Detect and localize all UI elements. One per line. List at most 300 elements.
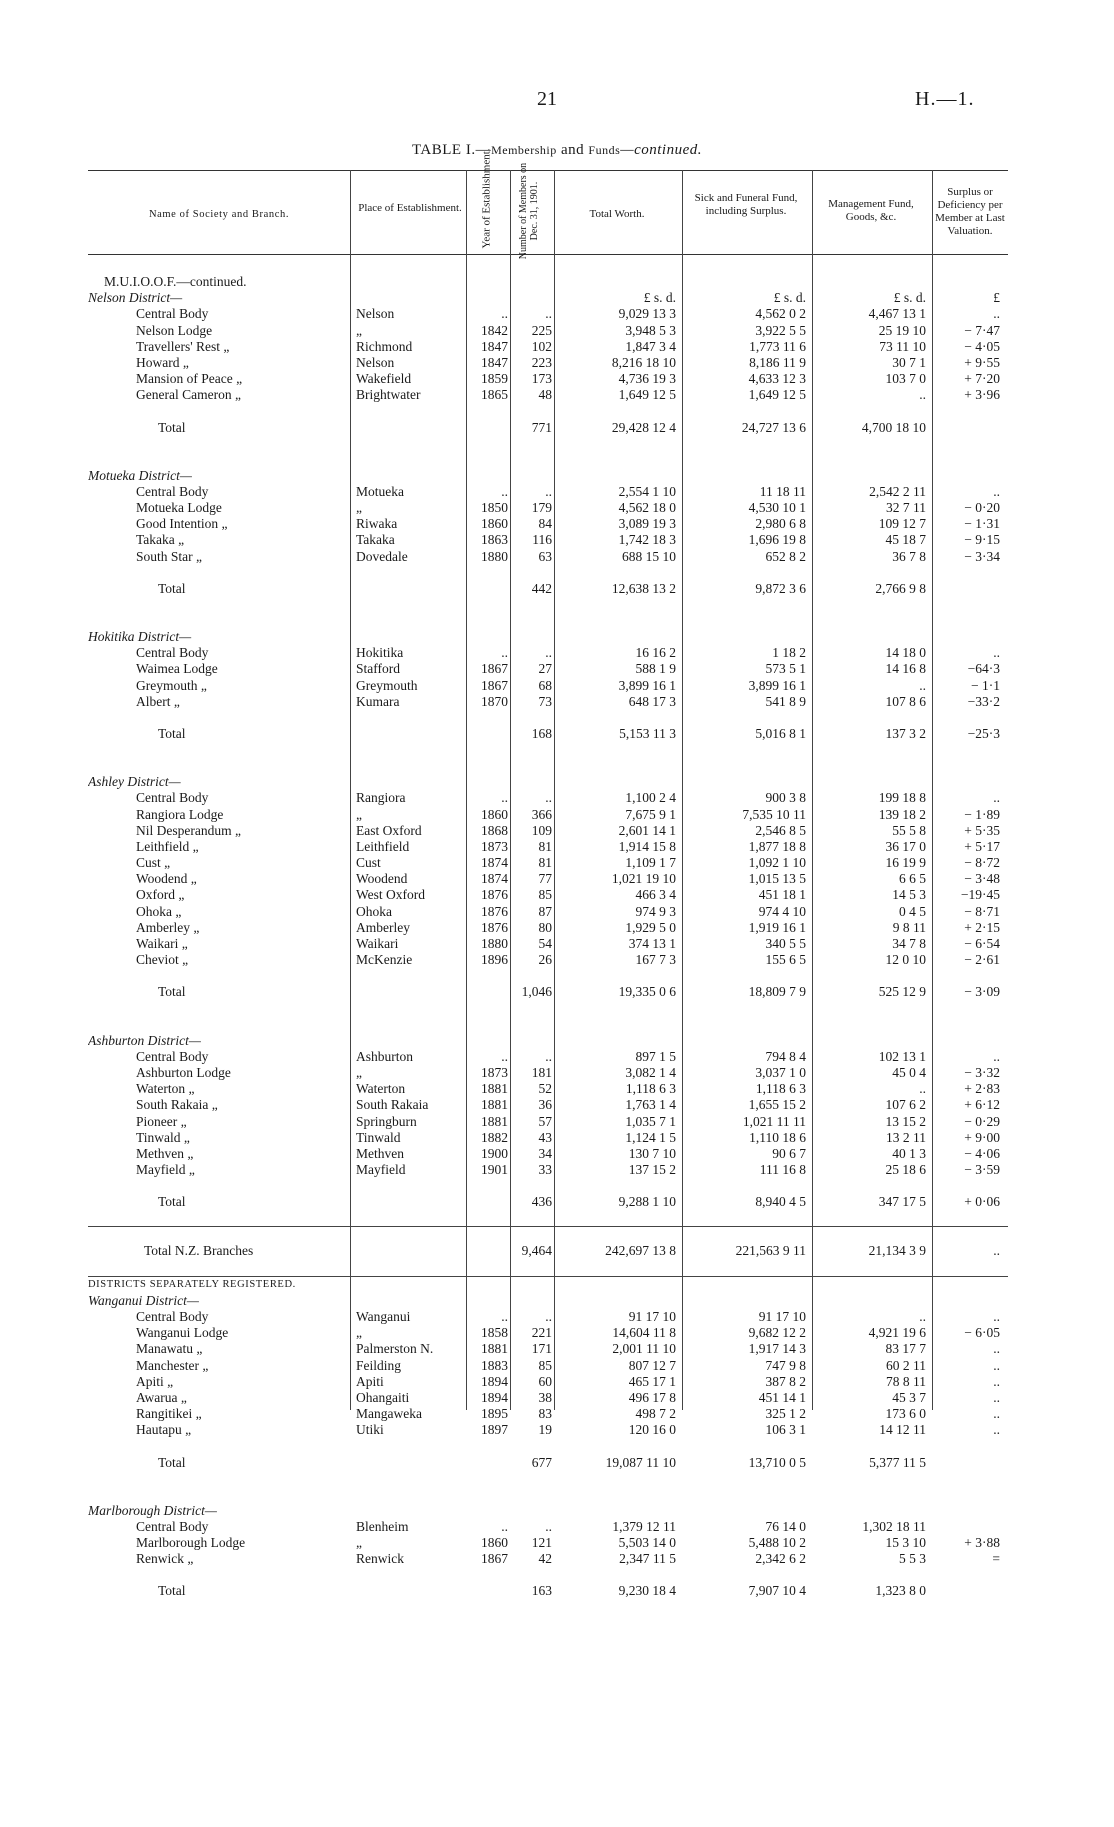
surplus-cell: − 1·31 xyxy=(964,516,1000,532)
place-cell: Methven xyxy=(356,1145,404,1161)
grand-total-row xyxy=(88,1243,1008,1259)
table-row xyxy=(88,1097,1008,1113)
members-cell: 80 xyxy=(538,919,552,935)
sick-fund-cell: 974 4 10 xyxy=(758,903,806,919)
surplus-cell: + 2·15 xyxy=(964,919,1000,935)
management-fund-cell: .. xyxy=(919,677,926,693)
management-fund-cell: 36 17 0 xyxy=(885,838,926,854)
branch-name: Tinwald „ xyxy=(136,1129,190,1145)
year-cell: .. xyxy=(501,790,508,806)
district-name: Ashley District— xyxy=(88,774,181,790)
surplus-cell: .. xyxy=(993,645,1000,661)
place-cell: Cust xyxy=(356,855,381,871)
total-worth-cell: 807 12 7 xyxy=(628,1357,676,1373)
table-row xyxy=(88,904,1008,920)
sick-fund-cell: 2,342 6 2 xyxy=(755,1551,806,1567)
district-name: Ashburton District— xyxy=(88,1032,201,1048)
place-cell: Ohangaiti xyxy=(356,1389,410,1405)
total-worth-cell: 498 7 2 xyxy=(635,1406,676,1422)
place-cell: Kumara xyxy=(356,693,400,709)
total-worth-cell: 5,503 14 0 xyxy=(618,1535,676,1551)
year-cell: 1858 xyxy=(481,1325,508,1341)
year-cell: 1894 xyxy=(481,1389,508,1405)
surplus-cell: − 8·72 xyxy=(964,855,1000,871)
management-fund-cell: 30 7 1 xyxy=(892,354,926,370)
sick-fund-cell: 1,021 11 11 xyxy=(742,1113,806,1129)
grand-total-label: Total N.Z. Branches xyxy=(144,1243,254,1259)
branch-name: Woodend „ xyxy=(136,871,197,887)
column-divider xyxy=(510,170,511,1410)
members-cell: 436 xyxy=(531,1194,552,1210)
table-title-membership: Membership xyxy=(491,143,557,157)
place-cell: Palmerston N. xyxy=(356,1341,434,1357)
branch-name: Waterton „ xyxy=(136,1081,195,1097)
branch-name: Cheviot „ xyxy=(136,952,189,968)
members-cell: 77 xyxy=(538,871,552,887)
total-worth-cell: 8,216 18 10 xyxy=(611,354,676,370)
total-worth-cell: 120 16 0 xyxy=(628,1422,676,1438)
management-fund-cell: 4,467 13 1 xyxy=(868,306,926,322)
year-cell: 1867 xyxy=(481,677,508,693)
place-cell: Nelson xyxy=(356,306,395,322)
surplus-cell: + 5·35 xyxy=(964,822,1000,838)
total-worth-cell: 12,638 13 2 xyxy=(611,580,676,596)
management-fund-cell: 60 2 11 xyxy=(886,1357,926,1373)
column-divider xyxy=(682,170,683,1410)
sick-fund-cell: 221,563 9 11 xyxy=(735,1243,806,1259)
branch-name: Central Body xyxy=(136,645,209,661)
surplus-cell: + 6·12 xyxy=(964,1097,1000,1113)
surplus-cell: .. xyxy=(993,1373,1000,1389)
column-divider xyxy=(466,170,467,1410)
table-row xyxy=(88,371,1008,387)
management-fund-cell: 5,377 11 5 xyxy=(869,1454,926,1470)
place-cell: Stafford xyxy=(356,661,400,677)
total-worth-cell: 465 17 1 xyxy=(628,1373,676,1389)
management-fund-cell: 137 3 2 xyxy=(885,725,926,741)
branch-name: Nil Desperandum „ xyxy=(136,822,241,838)
management-fund-cell: .. xyxy=(919,1081,926,1097)
branch-name: Manchester „ xyxy=(136,1357,209,1373)
management-fund-cell: 55 5 8 xyxy=(892,822,926,838)
year-cell: 1873 xyxy=(481,1064,508,1080)
table-title-main: TABLE I.— xyxy=(411,142,492,158)
branch-name: Amberley „ xyxy=(136,919,200,935)
year-cell: 1881 xyxy=(481,1341,508,1357)
place-cell: „ xyxy=(356,500,362,516)
year-cell: 1897 xyxy=(481,1422,508,1438)
total-worth-cell: 1,021 19 10 xyxy=(611,871,676,887)
sick-fund-cell: 24,727 13 6 xyxy=(741,419,806,435)
year-cell: 1894 xyxy=(481,1373,508,1389)
members-cell: 173 xyxy=(531,371,552,387)
sick-fund-cell: 4,633 12 3 xyxy=(748,371,806,387)
total-worth-cell: 2,001 11 10 xyxy=(612,1341,676,1357)
year-cell: 1850 xyxy=(481,500,508,516)
total-worth-cell: 1,035 7 1 xyxy=(625,1113,676,1129)
total-worth-cell: 2,347 11 5 xyxy=(619,1551,676,1567)
surplus-cell: + 9·00 xyxy=(964,1129,1000,1145)
surplus-cell: + 3·96 xyxy=(964,387,1000,403)
year-cell: .. xyxy=(501,483,508,499)
management-fund-cell: 102 13 1 xyxy=(878,1048,926,1064)
members-cell: 36 xyxy=(538,1097,552,1113)
management-fund-cell: 2,766 9 8 xyxy=(875,580,926,596)
members-cell: 9,464 xyxy=(521,1243,552,1259)
sick-fund-cell: 76 14 0 xyxy=(765,1518,806,1534)
surplus-cell: .. xyxy=(993,790,1000,806)
unit-label: £ s. d. xyxy=(893,290,926,306)
branch-name: Nelson Lodge xyxy=(136,322,213,338)
table-row xyxy=(88,1309,1008,1325)
place-cell: Ohoka xyxy=(356,903,392,919)
surplus-cell: .. xyxy=(993,1048,1000,1064)
year-cell: 1874 xyxy=(481,871,508,887)
surplus-cell: − 9·15 xyxy=(964,532,1000,548)
total-worth-cell: 3,089 19 3 xyxy=(618,516,676,532)
header-surplus-deficiency: Surplus or Deficiency per Member at Last Valuation. xyxy=(935,186,1005,237)
total-worth-cell: 1,914 15 8 xyxy=(618,838,676,854)
year-cell: 1867 xyxy=(481,1551,508,1567)
year-cell: 1870 xyxy=(481,693,508,709)
year-cell: 1860 xyxy=(481,1535,508,1551)
branch-name: Takaka „ xyxy=(136,532,185,548)
sick-fund-cell: 1,092 1 10 xyxy=(748,855,806,871)
members-cell: 85 xyxy=(538,887,552,903)
branch-name: Greymouth „ xyxy=(136,677,207,693)
place-cell: Tinwald xyxy=(356,1129,401,1145)
management-fund-cell: 4,700 18 10 xyxy=(861,419,926,435)
document-code: H.—1. xyxy=(915,88,975,110)
management-fund-cell: 45 18 7 xyxy=(885,532,926,548)
year-cell: 1900 xyxy=(481,1145,508,1161)
table-row xyxy=(88,936,1008,952)
row-gap xyxy=(88,1227,1008,1243)
members-cell: 26 xyxy=(538,952,552,968)
branch-name: Apiti „ xyxy=(136,1373,174,1389)
branch-name: General Cameron „ xyxy=(136,387,241,403)
place-cell: Renwick xyxy=(356,1551,404,1567)
place-cell: Motueka xyxy=(356,483,404,499)
total-worth-cell: 2,554 1 10 xyxy=(618,483,676,499)
table-row xyxy=(88,1406,1008,1422)
table-row xyxy=(88,532,1008,548)
row-gap xyxy=(88,742,1008,774)
header-bottom-rule xyxy=(88,254,1008,255)
management-fund-cell: 21,134 3 9 xyxy=(868,1243,926,1259)
total-label: Total xyxy=(158,725,186,741)
total-worth-cell: 466 3 4 xyxy=(635,887,676,903)
table-row xyxy=(88,1325,1008,1341)
surplus-cell: + 0·06 xyxy=(964,1194,1000,1210)
management-fund-cell: 1,323 8 0 xyxy=(875,1583,926,1599)
management-fund-cell: 107 8 6 xyxy=(885,693,926,709)
sick-fund-cell: 5,016 8 1 xyxy=(755,725,806,741)
surplus-cell: − 0·29 xyxy=(964,1113,1000,1129)
year-cell: 1860 xyxy=(481,806,508,822)
management-fund-cell: 25 18 6 xyxy=(885,1162,926,1178)
management-fund-cell: 40 1 3 xyxy=(892,1145,926,1161)
members-cell: .. xyxy=(545,790,552,806)
total-worth-cell: 3,948 5 3 xyxy=(625,322,676,338)
district-heading xyxy=(88,1293,1008,1309)
total-worth-cell: 9,029 13 3 xyxy=(618,306,676,322)
table-row xyxy=(88,678,1008,694)
management-fund-cell: 25 19 10 xyxy=(878,322,926,338)
total-worth-cell: 1,379 12 11 xyxy=(612,1518,676,1534)
members-cell: 179 xyxy=(531,500,552,516)
year-cell: 1881 xyxy=(481,1097,508,1113)
members-cell: 83 xyxy=(538,1406,552,1422)
place-cell: West Oxford xyxy=(356,887,426,903)
sick-fund-cell: 1,015 13 5 xyxy=(748,871,806,887)
members-cell: 81 xyxy=(538,838,552,854)
year-cell: 1883 xyxy=(481,1357,508,1373)
members-cell: 171 xyxy=(531,1341,552,1357)
place-cell: Ashburton xyxy=(356,1048,413,1064)
sick-fund-cell: 1,655 15 2 xyxy=(748,1097,806,1113)
year-cell: 1847 xyxy=(481,338,508,354)
sick-fund-cell: 1,649 12 5 xyxy=(748,387,806,403)
place-cell: Apiti xyxy=(356,1373,384,1389)
total-worth-cell: 19,087 11 10 xyxy=(605,1454,676,1470)
sick-fund-cell: 652 8 2 xyxy=(765,548,806,564)
management-fund-cell: 109 12 7 xyxy=(878,516,926,532)
branch-name: Ashburton Lodge xyxy=(136,1064,231,1080)
table-row xyxy=(88,306,1008,322)
management-fund-cell: 45 0 4 xyxy=(892,1064,926,1080)
table-row xyxy=(88,1551,1008,1567)
sick-fund-cell: 900 3 8 xyxy=(765,790,806,806)
management-fund-cell: 525 12 9 xyxy=(878,984,926,1000)
sick-fund-cell: 4,530 10 1 xyxy=(748,500,806,516)
total-worth-cell: 4,562 18 0 xyxy=(618,500,676,516)
sick-fund-cell: 8,186 11 9 xyxy=(749,354,806,370)
place-cell: Waterton xyxy=(356,1081,406,1097)
management-fund-cell: 78 8 11 xyxy=(886,1373,926,1389)
members-cell: 54 xyxy=(538,936,552,951)
total-worth-cell: 137 15 2 xyxy=(628,1162,676,1178)
branch-name: Central Body xyxy=(136,790,209,806)
sick-fund-cell: 90 6 7 xyxy=(772,1145,806,1161)
branch-name: Ohoka „ xyxy=(136,903,182,919)
total-row xyxy=(88,1583,1008,1599)
year-cell: 1881 xyxy=(481,1081,508,1097)
table-row xyxy=(88,807,1008,823)
sick-fund-cell: 1,917 14 3 xyxy=(748,1341,806,1357)
management-fund-cell: 107 6 2 xyxy=(885,1097,926,1113)
place-cell: Mangaweka xyxy=(356,1406,422,1422)
year-cell: 1865 xyxy=(481,387,508,403)
total-row xyxy=(88,581,1008,597)
table-row xyxy=(88,1374,1008,1390)
sick-fund-cell: 2,546 8 5 xyxy=(755,822,806,838)
table-row xyxy=(88,645,1008,661)
management-fund-cell: 347 17 5 xyxy=(878,1194,926,1210)
management-fund-cell: 199 18 8 xyxy=(878,790,926,806)
total-worth-cell: 1,763 1 4 xyxy=(625,1097,676,1113)
members-cell: .. xyxy=(545,1309,552,1324)
district-name: Hokitika District— xyxy=(88,629,192,644)
branch-name: Mansion of Peace „ xyxy=(136,371,243,387)
management-fund-cell: 0 4 5 xyxy=(899,903,926,919)
unit-label: £ s. d. xyxy=(773,290,806,306)
surplus-cell: − 2·61 xyxy=(964,952,1000,968)
branch-name: Cust „ xyxy=(136,855,171,871)
table-row xyxy=(88,339,1008,355)
place-cell: McKenzie xyxy=(356,952,413,968)
members-cell: 225 xyxy=(531,322,552,338)
members-cell: .. xyxy=(545,306,552,322)
sick-fund-cell: 18,809 7 9 xyxy=(748,984,806,1000)
branch-name: Mayfield „ xyxy=(136,1162,195,1178)
row-gap xyxy=(88,436,1008,468)
branch-name: Central Body xyxy=(136,1048,209,1064)
total-worth-cell: 374 13 1 xyxy=(628,936,676,951)
total-label: Total xyxy=(158,1194,186,1210)
table-row xyxy=(88,952,1008,968)
members-cell: 163 xyxy=(531,1583,552,1599)
members-cell: 168 xyxy=(531,725,552,741)
place-cell: „ xyxy=(356,322,362,338)
management-fund-cell: 13 15 2 xyxy=(885,1113,926,1129)
members-cell: 1,046 xyxy=(521,984,552,1000)
management-fund-cell: 2,542 2 11 xyxy=(869,483,926,499)
sick-fund-cell: 1,919 16 1 xyxy=(748,919,806,935)
members-cell: .. xyxy=(545,1518,552,1534)
members-cell: 181 xyxy=(531,1064,552,1080)
surplus-cell: .. xyxy=(993,306,1000,322)
year-cell: 1895 xyxy=(481,1406,508,1422)
sick-fund-cell: 91 17 10 xyxy=(758,1309,806,1324)
branch-name: South Star „ xyxy=(136,548,202,564)
unit-label: £ xyxy=(993,290,1000,306)
district-name: Wanganui District— xyxy=(88,1292,199,1308)
branch-name: Leithfield „ xyxy=(136,838,199,854)
table-row xyxy=(88,549,1008,565)
management-fund-cell: 14 12 11 xyxy=(879,1422,926,1438)
sick-fund-cell: 5,488 10 2 xyxy=(748,1535,806,1551)
total-label: Total xyxy=(158,580,186,596)
branch-name: Awarua „ xyxy=(136,1389,187,1405)
table-title-funds: Funds xyxy=(588,143,621,157)
total-worth-cell: 688 15 10 xyxy=(622,548,676,564)
management-fund-cell: 14 5 3 xyxy=(892,887,926,903)
page-header xyxy=(0,88,1114,118)
district-heading xyxy=(88,1503,1008,1519)
table-row xyxy=(88,1162,1008,1178)
sick-fund-cell: 106 3 1 xyxy=(765,1422,806,1438)
sick-fund-cell: 1 18 2 xyxy=(772,645,806,661)
year-cell: 1896 xyxy=(481,952,508,968)
sick-fund-cell: 13,710 0 5 xyxy=(748,1454,806,1470)
members-cell: 109 xyxy=(531,822,552,838)
total-worth-cell: 1,929 5 0 xyxy=(625,919,676,935)
branch-name: South Rakaia „ xyxy=(136,1097,218,1113)
place-cell: Amberley xyxy=(356,919,410,935)
members-cell: 223 xyxy=(531,354,552,370)
place-cell: East Oxford xyxy=(356,822,422,838)
surplus-cell: .. xyxy=(993,1406,1000,1422)
society-name: M.U.I.O.O.F.—continued. xyxy=(104,274,247,289)
members-cell: 771 xyxy=(531,419,552,435)
management-fund-cell: 32 7 11 xyxy=(886,500,926,516)
row-gap xyxy=(88,1439,1008,1455)
surplus-cell: − 4·05 xyxy=(964,338,1000,354)
members-cell: 102 xyxy=(531,338,552,354)
table-row xyxy=(88,1081,1008,1097)
row-gap xyxy=(88,710,1008,726)
management-fund-cell: 13 2 11 xyxy=(886,1129,926,1145)
year-cell: .. xyxy=(501,645,508,661)
column-divider xyxy=(812,170,813,1410)
sick-fund-cell: 1,877 18 8 xyxy=(748,838,806,854)
members-cell: .. xyxy=(545,1048,552,1064)
separator-rule xyxy=(88,1226,1008,1227)
members-cell: 85 xyxy=(538,1357,552,1373)
surplus-cell: − 3·32 xyxy=(964,1064,1000,1080)
total-label: Total xyxy=(158,1583,186,1599)
district-heading xyxy=(88,1033,1008,1049)
branch-name: Oxford „ xyxy=(136,887,185,903)
table-row xyxy=(88,1422,1008,1438)
branch-name: Central Body xyxy=(136,1518,209,1534)
place-cell: „ xyxy=(356,1064,362,1080)
total-worth-cell: 496 17 8 xyxy=(628,1389,676,1405)
members-cell: 73 xyxy=(538,693,552,709)
total-worth-cell: 648 17 3 xyxy=(628,693,676,709)
total-worth-cell: 16 16 2 xyxy=(635,645,676,661)
branch-name: Motueka Lodge xyxy=(136,500,222,516)
management-fund-cell: 9 8 11 xyxy=(892,919,926,935)
surplus-cell: .. xyxy=(993,1309,1000,1324)
management-fund-cell: 14 18 0 xyxy=(885,645,926,661)
sick-fund-cell: 8,940 4 5 xyxy=(755,1194,806,1210)
total-worth-cell: 2,601 14 1 xyxy=(618,822,676,838)
place-cell: Feilding xyxy=(356,1357,402,1373)
page-number: 21 xyxy=(537,88,557,110)
members-cell: 68 xyxy=(538,677,552,693)
total-label: Total xyxy=(158,984,186,1000)
total-worth-cell: 1,109 1 7 xyxy=(625,855,676,871)
surplus-cell: + 9·55 xyxy=(964,354,1000,370)
members-cell: 33 xyxy=(538,1162,552,1178)
table-row xyxy=(88,1130,1008,1146)
management-fund-cell: .. xyxy=(919,1309,926,1324)
row-gap xyxy=(88,1210,1008,1226)
header-year: Year of Establishment. xyxy=(480,148,493,249)
branch-name: Pioneer „ xyxy=(136,1113,187,1129)
year-cell: .. xyxy=(501,1048,508,1064)
members-cell: 38 xyxy=(538,1389,552,1405)
members-cell: 48 xyxy=(538,387,552,403)
branch-name: Rangitikei „ xyxy=(136,1406,202,1422)
sick-fund-cell: 2,980 6 8 xyxy=(755,516,806,532)
management-fund-cell: 6 6 5 xyxy=(899,871,926,887)
table-row xyxy=(88,1535,1008,1551)
surplus-cell: −25·3 xyxy=(967,725,1000,741)
surplus-cell: − 7·47 xyxy=(964,322,1000,338)
members-cell: 116 xyxy=(532,532,552,548)
total-row xyxy=(88,420,1008,436)
surplus-cell: .. xyxy=(993,1243,1000,1259)
year-cell: 1863 xyxy=(481,532,508,548)
year-cell: 1873 xyxy=(481,838,508,854)
members-cell: 57 xyxy=(538,1113,552,1129)
place-cell: Springburn xyxy=(356,1113,417,1129)
total-worth-cell: 130 7 10 xyxy=(628,1145,676,1161)
sick-fund-cell: 7,535 10 11 xyxy=(742,806,806,822)
